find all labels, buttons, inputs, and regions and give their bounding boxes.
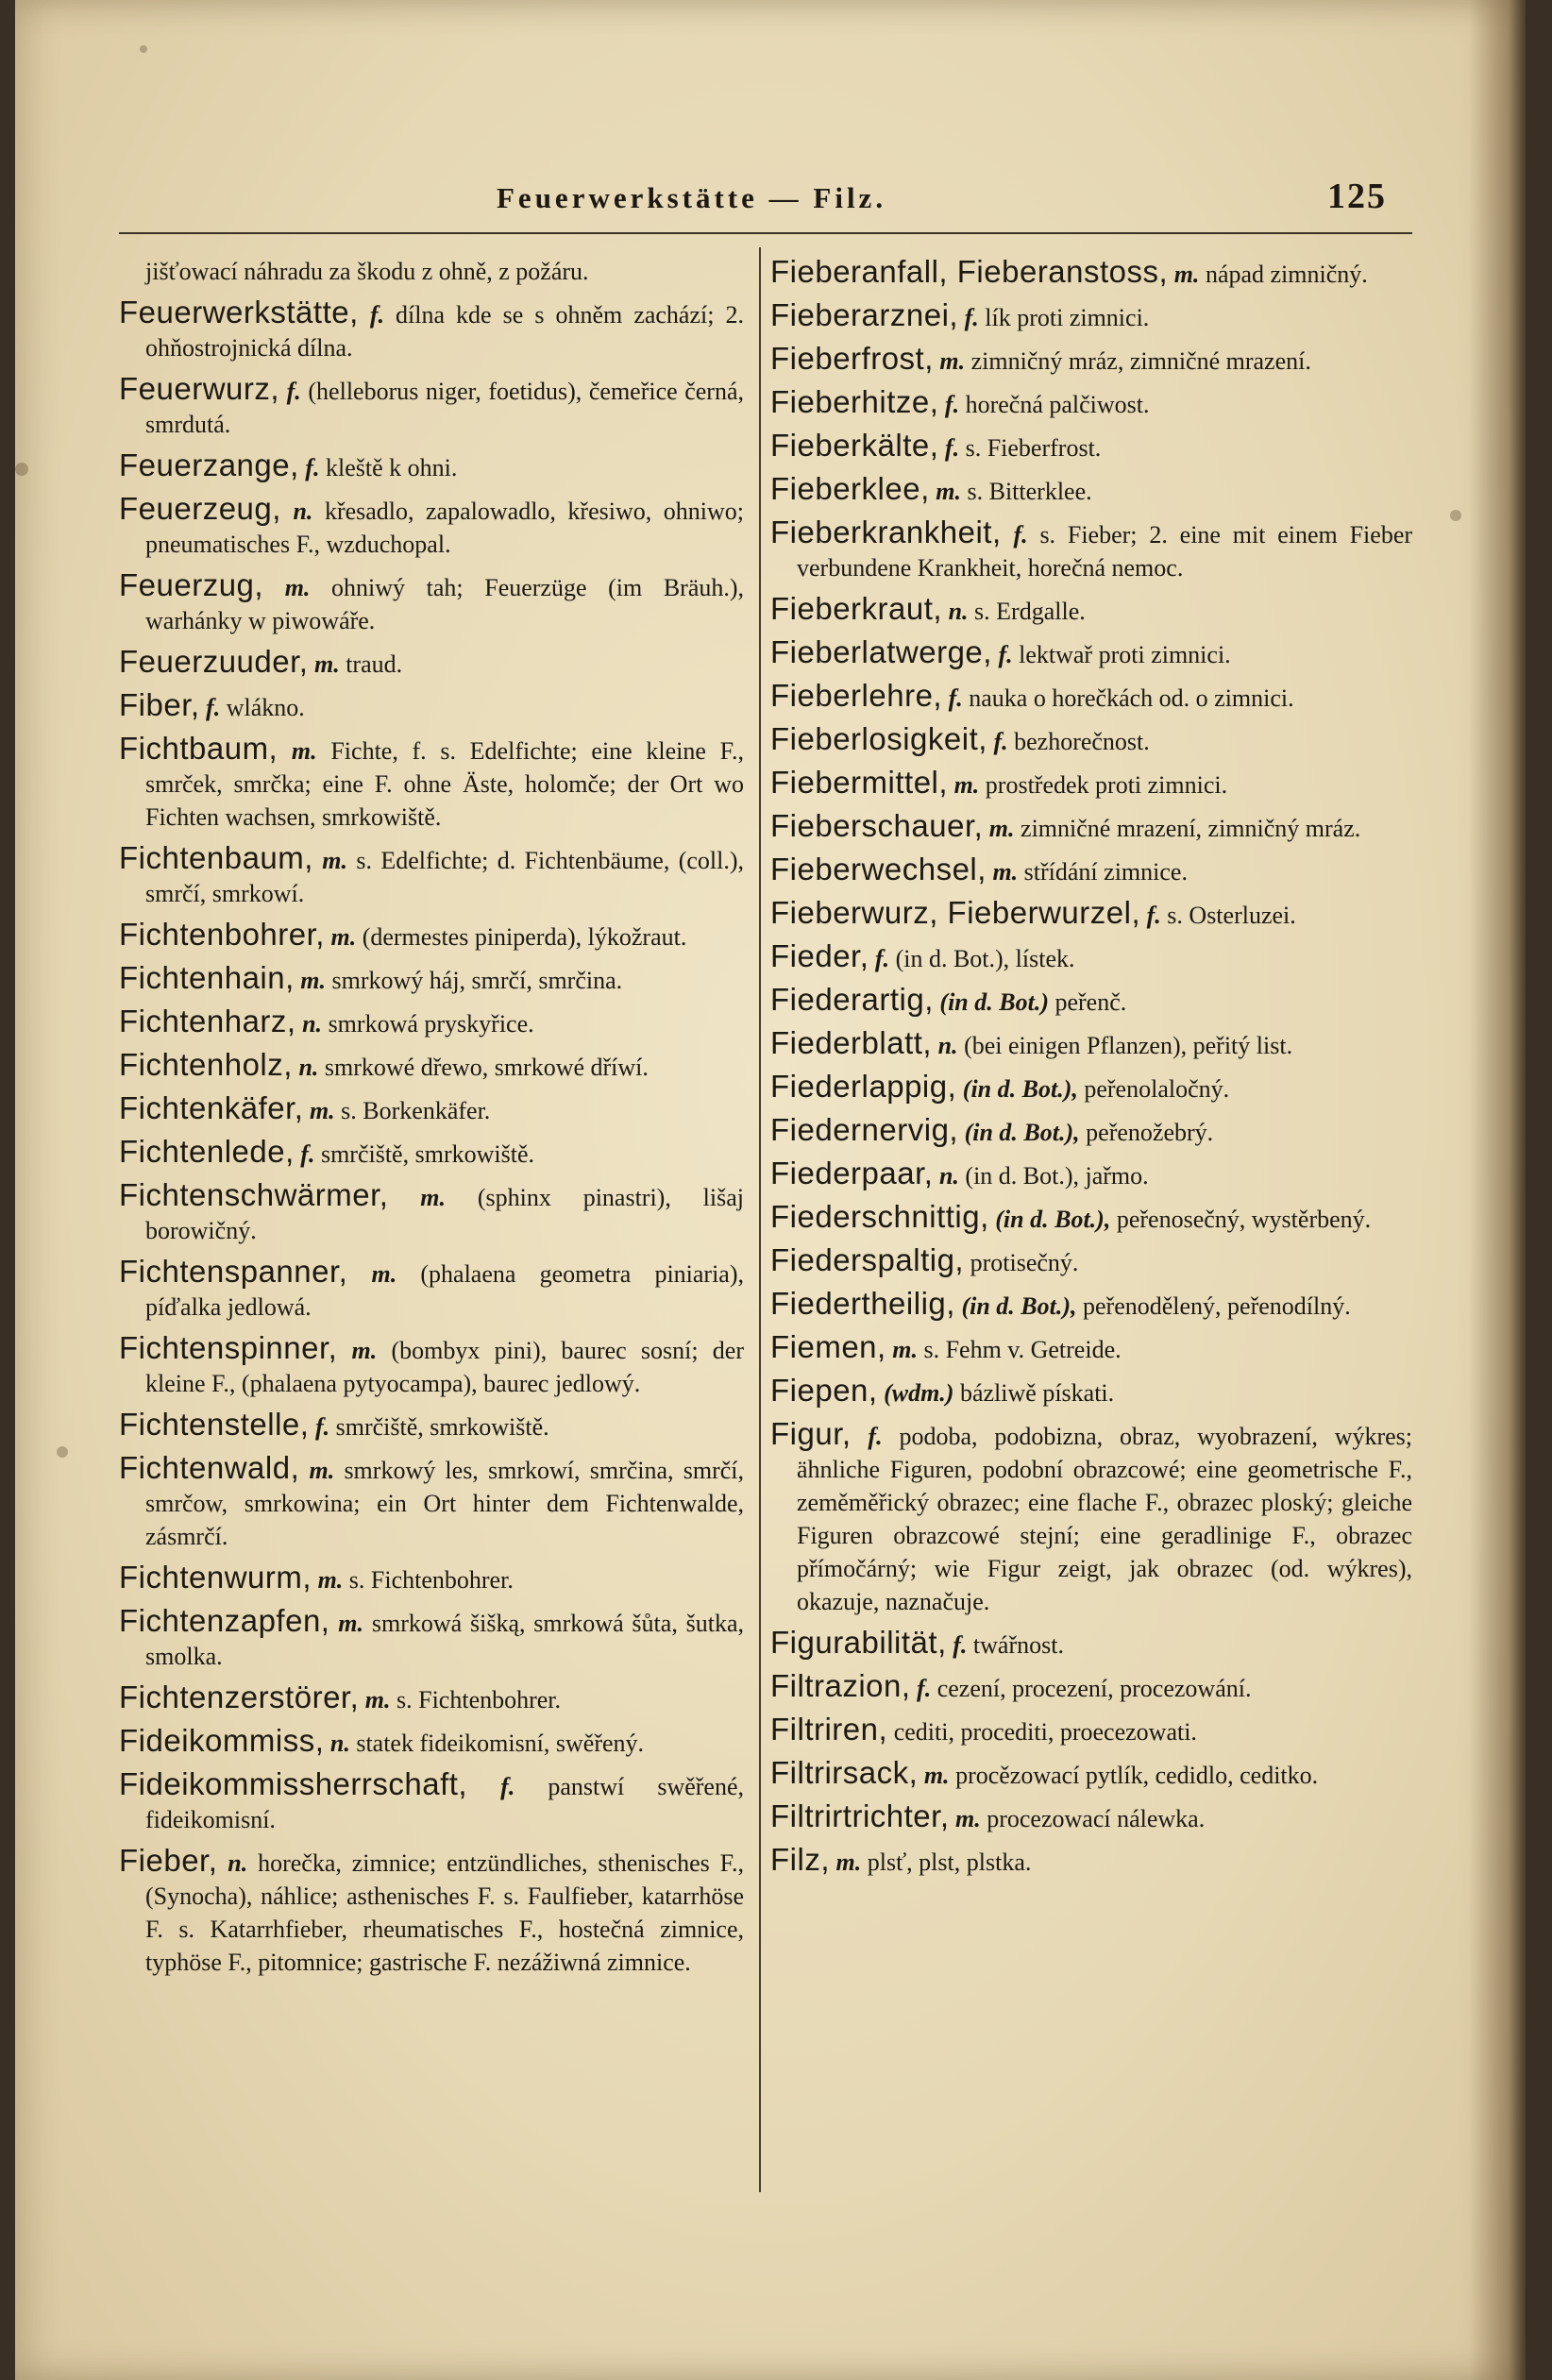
entry-definition: lík proti zimnici. <box>985 304 1150 331</box>
dictionary-entry <box>770 1113 1412 1149</box>
entry-headword: Fiederblatt, <box>770 1025 933 1060</box>
entry-headword: Feuerzange, <box>119 447 299 482</box>
dictionary-entry <box>770 515 1412 584</box>
dictionary-entry <box>119 841 744 910</box>
entry-definition: cezení, procezení, procezowání. <box>936 1675 1252 1702</box>
entry-definition: kleště k ohni. <box>325 454 458 481</box>
entry-headword: Fieberschauer, <box>770 808 984 843</box>
entry-definition: s. Erdgalle. <box>974 598 1086 625</box>
entry-definition: twářnost. <box>972 1631 1064 1659</box>
dictionary-entry <box>119 1091 744 1127</box>
entry-headword: Fiedernervig, <box>770 1112 959 1147</box>
left-column <box>119 255 744 1986</box>
dictionary-entry <box>770 679 1412 715</box>
entry-definition: smrčiště, smrkowiště. <box>335 1413 549 1441</box>
entry-grammar: m. <box>953 771 980 799</box>
dictionary-entry <box>770 1799 1412 1835</box>
entry-grammar: f. <box>1013 521 1028 549</box>
dictionary-entry <box>770 809 1412 845</box>
entry-headword: Filtrirsack, <box>770 1755 919 1790</box>
paper-stain <box>140 45 147 53</box>
entry-headword: Figurabilität, <box>770 1625 947 1660</box>
dictionary-entry <box>119 688 744 724</box>
dictionary-entry <box>770 1287 1412 1323</box>
dictionary-entry <box>770 939 1412 975</box>
entry-grammar: f. <box>944 391 960 418</box>
entry-grammar: n. <box>302 1010 323 1038</box>
entry-definition: (in d. Bot.), jařmo. <box>965 1162 1149 1190</box>
entry-definition: zimničné mrazení, zimničný mráz. <box>1021 815 1361 842</box>
entry-definition: bezhorečnost. <box>1014 728 1150 755</box>
entry-definition: s. Fieber; 2. eine mit einem Fieber verbundene Krankheit, horečná nemoc. <box>797 521 1413 582</box>
entry-headword: Fichtenzerstörer, <box>119 1680 360 1714</box>
entry-grammar: n. <box>293 498 313 525</box>
entry-grammar: m. <box>364 1686 391 1713</box>
entry-grammar: m. <box>338 1610 364 1637</box>
entry-grammar: m. <box>351 1337 378 1364</box>
dictionary-entry <box>770 983 1412 1019</box>
entry-definition: procezowací nálewka. <box>987 1805 1206 1832</box>
dictionary-entry <box>119 568 744 637</box>
dictionary-entry <box>119 1408 744 1443</box>
entry-definition: peřenožebrý. <box>1086 1119 1214 1146</box>
entry-definition: smrkowý les, smrkowí, smrčina, smrčí, smrčow, smrkowina; ein Ort hinter dem Fichtenwalde, zásmrčí. <box>145 1457 745 1550</box>
dictionary-entry <box>119 1255 744 1324</box>
entry-grammar: f. <box>369 301 384 329</box>
page-number: 125 <box>1327 177 1387 216</box>
entry-grammar: f. <box>948 684 963 712</box>
entry-headword: Filtrirtrichter, <box>770 1798 950 1833</box>
entry-headword: Fideikommiss, <box>119 1723 325 1758</box>
dictionary-entry <box>770 1026 1412 1062</box>
dictionary-entry <box>770 722 1412 758</box>
dictionary-entry <box>119 1680 744 1716</box>
entry-grammar: m. <box>291 737 317 765</box>
dictionary-entry <box>770 635 1412 671</box>
entry-grammar: f. <box>305 454 320 481</box>
entry-definition: s. Bitterklee. <box>967 478 1092 505</box>
entry-headword: Fieberkraut, <box>770 591 943 626</box>
entry-definition: s. Fehm v. Getreide. <box>923 1336 1122 1363</box>
dictionary-entry <box>770 766 1412 802</box>
entry-grammar: (in d. Bot.) <box>939 988 1049 1016</box>
dictionary-entry <box>770 1669 1412 1705</box>
entry-definition: s. Fieberfrost. <box>965 434 1102 462</box>
dictionary-entry <box>119 645 744 681</box>
entry-definition: s. Fichtenbohrer. <box>396 1686 562 1713</box>
entry-grammar: m. <box>892 1336 918 1363</box>
dictionary-entry <box>119 1724 744 1760</box>
entry-headword: Fiebermittel, <box>770 765 949 800</box>
entry-grammar: m. <box>939 347 966 375</box>
entry-headword: Fiedertheilig, <box>770 1286 955 1321</box>
entry-grammar: f. <box>944 434 960 462</box>
entry-headword: Fiederschnittig, <box>770 1199 989 1234</box>
entry-headword: Fieberanfall, Fieberanstoss, <box>770 254 1169 289</box>
entry-grammar: f. <box>286 378 301 405</box>
entry-grammar: m. <box>284 574 311 601</box>
entry-grammar: n. <box>298 1054 319 1081</box>
entry-definition: nápad zimničný. <box>1205 261 1368 288</box>
dictionary-entry <box>119 732 744 834</box>
entry-headword: Feuerwerkstätte, <box>119 295 359 329</box>
entry-headword: Filtriren, <box>770 1712 888 1747</box>
entry-grammar: f. <box>1146 902 1161 929</box>
dictionary-entry <box>119 295 744 364</box>
dictionary-entry <box>119 1331 744 1400</box>
dictionary-entry <box>119 1135 744 1171</box>
entry-definition: smrkowá šišką, smrkowá šůta, šutka, smolka. <box>145 1610 745 1670</box>
entry-definition: smrkowá pryskyřice. <box>328 1010 534 1038</box>
dictionary-entry <box>119 1767 744 1836</box>
dictionary-entry <box>770 342 1412 378</box>
entry-grammar: m. <box>322 847 348 874</box>
entry-headword: Fiederlappig, <box>770 1069 957 1104</box>
entry-headword: Fiederartig, <box>770 982 934 1017</box>
entry-headword: Filtrazion, <box>770 1668 911 1703</box>
dictionary-entry <box>770 1070 1412 1106</box>
entry-headword: Filz, <box>770 1842 830 1877</box>
entry-definition: lektwař proti zimnici. <box>1019 641 1231 668</box>
entry-grammar: f. <box>964 304 979 331</box>
entry-grammar: m. <box>1173 261 1200 288</box>
entry-definition: (dermestes piniperda), lýkožraut. <box>362 923 687 951</box>
entry-definition: peřenolaločný. <box>1084 1075 1230 1103</box>
entry-definition: (bei einigen Pflanzen), peřitý list. <box>964 1032 1293 1059</box>
dictionary-entry <box>770 472 1412 508</box>
entry-headword: Fichtenbohrer, <box>119 917 325 952</box>
entry-headword: Fichtenharz, <box>119 1004 296 1038</box>
dictionary-entry <box>770 1374 1412 1409</box>
entry-grammar: n. <box>329 1730 350 1757</box>
paper-stain <box>1450 510 1461 521</box>
entry-definition: panstwí swěřené, fideikomisní. <box>145 1773 745 1833</box>
entry-definition: (phalaena geometra piniaria), píďalka jedlowá. <box>145 1260 745 1321</box>
entry-grammar: n. <box>948 598 969 625</box>
dictionary-entry <box>119 1048 744 1084</box>
dictionary-entry <box>119 492 744 561</box>
dictionary-entry <box>770 1200 1412 1236</box>
entry-definition: horečka, zimnice; entzündliches, sthenisches F., (Synocha), náhlice; asthenisches F. s. Faulfieber, katarrhöse F. s. Katarrhfieber, rheumatisches F., hostečná zimnice, typhöse F., pitomnice; gastrische F. nezážiwná zimnice. <box>145 1849 745 1976</box>
dictionary-entry <box>770 1156 1412 1192</box>
entry-headword: Fieberlosigkeit, <box>770 721 987 756</box>
right-column <box>770 255 1412 1886</box>
dictionary-entry <box>119 372 744 441</box>
entry-grammar: m. <box>309 1457 335 1484</box>
entry-definition: (bombyx pini), baurec sosní; der kleine F., (phalaena pytyocampa), baurec jedlowý. <box>145 1337 744 1397</box>
entry-definition: peřenč. <box>1054 988 1127 1016</box>
entry-grammar: (in d. Bot.), <box>995 1206 1111 1233</box>
entry-grammar: f. <box>300 1140 315 1168</box>
entry-grammar: m. <box>936 478 961 505</box>
entry-definition: dílna kde se s ohněm zachází; 2. ohňostrojnická dílna. <box>145 301 745 362</box>
entry-headword: Fichtenwurm, <box>119 1560 312 1595</box>
entry-definition: smrčiště, smrkowiště. <box>320 1140 534 1168</box>
entry-headword: Fichtenbaum, <box>119 840 313 875</box>
entry-grammar: m. <box>317 1566 344 1594</box>
entry-headword: Fiber, <box>119 687 200 722</box>
entry-grammar: f. <box>868 1423 883 1450</box>
entry-definition: křesadlo, zapalowadlo, křesiwo, ohniwo; pneumatisches F., wzduchopal. <box>145 498 744 558</box>
entry-grammar: (wdm.) <box>884 1379 954 1407</box>
entry-headword: Fichtenschwärmer, <box>119 1177 389 1212</box>
entry-grammar: (in d. Bot.), <box>961 1292 1077 1320</box>
entry-grammar: f. <box>206 694 221 721</box>
entry-headword: Fieberfrost, <box>770 341 934 376</box>
entry-grammar: m. <box>309 1097 335 1124</box>
entry-headword: Fichtbaum, <box>119 731 278 766</box>
entry-grammar: n. <box>937 1032 958 1059</box>
entry-definition: zimničný mráz, zimničné mrazení. <box>970 347 1311 375</box>
entry-grammar: f. <box>998 641 1013 668</box>
entry-grammar: f. <box>500 1773 515 1800</box>
dictionary-entry <box>770 429 1412 464</box>
entry-definition: střídání zimnice. <box>1023 858 1188 886</box>
dictionary-page <box>15 0 1526 2380</box>
entry-definition: cediti, procediti, proecezowati. <box>893 1718 1197 1746</box>
entry-headword: Fichtenspanner, <box>119 1254 348 1289</box>
entry-definition: (helleborus niger, foetidus), čemeřice černá, smrdutá. <box>145 378 745 438</box>
entry-headword: Fieberklee, <box>770 471 930 506</box>
dictionary-entry <box>119 1844 744 1979</box>
dictionary-entry <box>119 1451 744 1553</box>
dictionary-entry <box>770 1756 1412 1792</box>
entry-headword: Fieberwurz, Fieberwurzel, <box>770 895 1141 930</box>
entry-grammar: f. <box>874 945 890 972</box>
entry-definition: procězowací pytlík, cedidlo, ceditko. <box>955 1762 1319 1789</box>
entry-headword: Fieber, <box>119 1843 218 1878</box>
dictionary-entry <box>770 1243 1412 1279</box>
entry-definition: s. Fichtenbohrer. <box>348 1566 514 1594</box>
entry-grammar: f. <box>917 1675 932 1702</box>
entry-definition: traud. <box>346 650 403 678</box>
dictionary-entry <box>770 298 1412 334</box>
dictionary-entry <box>119 1561 744 1596</box>
entry-definition: wlákno. <box>226 694 305 721</box>
entry-definition: podoba, podobizna, obraz, wyobrazení, wýkres; ähnliche Figuren, podobní obrazcowé; eine geometrische F., zeměměřický obrazec; eine flache F., obrazec ploský; gleiche Figuren obrazcowé stejní; eine geradlinige F., obrazec přímočárný; wie Figur zeigt, jak obrazec (od. wýkres), okazuje, naznačuje. <box>797 1423 1413 1615</box>
book-spine-shadow <box>1469 0 1526 2380</box>
entry-grammar: m. <box>300 967 327 994</box>
entry-grammar: m. <box>313 650 340 678</box>
dictionary-entry <box>119 1604 744 1673</box>
dictionary-entry <box>119 961 744 997</box>
entry-headword: Feuerwurz, <box>119 371 280 406</box>
entry-headword: Feuerzug, <box>119 567 264 602</box>
dictionary-entry <box>770 852 1412 888</box>
running-head: Feuerwerkstätte — Filz. <box>497 181 887 214</box>
entry-headword: Fichtenwald, <box>119 1450 300 1485</box>
entry-definition: s. Borkenkäfer. <box>341 1097 491 1124</box>
entry-grammar: f. <box>314 1413 330 1441</box>
entry-headword: Fideikommissherrschaft, <box>119 1766 468 1801</box>
entry-grammar: n. <box>938 1162 959 1190</box>
dictionary-entry <box>770 592 1412 628</box>
entry-headword: Fieder, <box>770 938 869 973</box>
dictionary-entry <box>770 255 1412 291</box>
dictionary-entry <box>770 1843 1412 1879</box>
entry-grammar: m. <box>371 1260 397 1288</box>
entry-headword: Fichtenholz, <box>119 1047 293 1082</box>
entry-grammar: (in d. Bot.), <box>964 1119 1080 1146</box>
dictionary-entry <box>770 1626 1412 1662</box>
paper-stain <box>57 1446 68 1458</box>
entry-headword: Fieberlatwerge, <box>770 634 992 669</box>
entry-grammar: (in d. Bot.), <box>962 1075 1078 1103</box>
entry-headword: Feuerzeug, <box>119 491 281 526</box>
dictionary-entry <box>119 448 744 484</box>
entry-definition: bázliwě pískati. <box>959 1379 1115 1407</box>
entry-headword: Fichtenzapfen, <box>119 1603 330 1638</box>
dictionary-entry <box>770 385 1412 421</box>
entry-headword: Fichtenhain, <box>119 960 295 995</box>
entry-grammar: m. <box>988 815 1015 842</box>
entry-definition: plsť, plst, plstka. <box>867 1848 1032 1876</box>
entry-definition: (sphinx pinastri), lišaj borowičný. <box>145 1184 745 1244</box>
entry-definition: nauka o horečkách od. o zimnici. <box>969 684 1294 712</box>
entry-headword: Fichtenstelle, <box>119 1407 310 1442</box>
entry-grammar: m. <box>923 1762 950 1789</box>
entry-definition: peřenosečný, wystěrbený. <box>1116 1206 1372 1233</box>
entry-grammar: m. <box>992 858 1019 886</box>
entry-headword: Fichtenkäfer, <box>119 1090 304 1125</box>
entry-definition: horečná palčiwost. <box>965 391 1150 418</box>
entry-headword: Figur, <box>770 1416 852 1451</box>
column-divider <box>759 247 761 2192</box>
entry-grammar: m. <box>835 1848 862 1876</box>
entry-definition: smrkowé dřewo, smrkowé dříwí. <box>324 1054 649 1081</box>
entry-headword: Fieberkrankheit, <box>770 515 1002 549</box>
entry-definition: Fichte, f. s. Edelfichte; eine kleine F., smrček, smrčka; eine F. ohne Äste, holomče; der Ort wo Fichten wachsen, smrkowiště. <box>145 737 744 831</box>
dictionary-entry <box>770 896 1412 932</box>
entry-definition: statek fideikomisní, swěřený. <box>356 1730 645 1757</box>
entry-headword: Fieberwechsel, <box>770 852 987 886</box>
dictionary-entry <box>770 1713 1412 1748</box>
entry-grammar: f. <box>993 728 1008 755</box>
entry-definition: s. Osterluzei. <box>1167 902 1296 929</box>
dictionary-entry <box>770 1417 1412 1618</box>
entry-headword: Fichtenlede, <box>119 1134 295 1169</box>
entry-headword: Fichtenspinner, <box>119 1330 338 1365</box>
dictionary-entry <box>119 1004 744 1040</box>
entry-grammar: m. <box>420 1184 447 1211</box>
entry-definition: smrkowý háj, smrčí, smrčina. <box>331 967 623 994</box>
entry-headword: Feuerzuuder, <box>119 644 309 679</box>
entry-definition: s. Edelfichte; d. Fichtenbäume, (coll.), smrčí, smrkowí. <box>145 847 744 907</box>
entry-grammar: m. <box>330 923 357 951</box>
entry-headword: Fieberarznei, <box>770 297 959 332</box>
entry-grammar: f. <box>953 1631 968 1659</box>
entry-headword: Fieberlehre, <box>770 678 943 713</box>
entry-definition: peřenodělený, peřenodílný. <box>1083 1292 1351 1320</box>
entry-headword: Fiemen, <box>770 1329 886 1364</box>
entry-headword: Fieberkälte, <box>770 428 939 463</box>
entry-definition: prostředek proti zimnici. <box>985 771 1228 799</box>
entry-definition: ohniwý tah; Feuerzüge (im Bräuh.), warhánky w piwowáře. <box>145 574 745 634</box>
header-rule <box>119 232 1412 234</box>
dictionary-entry <box>119 1178 744 1247</box>
entry-headword: Fiederpaar, <box>770 1156 934 1190</box>
entry-grammar: n. <box>228 1849 248 1877</box>
entry-headword: Fiepen, <box>770 1373 878 1408</box>
entry-headword: Fiederspaltig, <box>770 1242 965 1277</box>
paper-stain <box>15 463 28 476</box>
entry-definition: (in d. Bot.), lístek. <box>895 945 1075 972</box>
dictionary-entry <box>770 1330 1412 1366</box>
entry-definition: protisečný. <box>970 1249 1079 1276</box>
entry-headword: Fieberhitze, <box>770 384 939 419</box>
entry-grammar: m. <box>955 1805 981 1832</box>
dictionary-entry <box>119 918 744 954</box>
entry-continuation: jišťowací náhradu za škodu z ohně, z požáru. <box>145 258 589 285</box>
